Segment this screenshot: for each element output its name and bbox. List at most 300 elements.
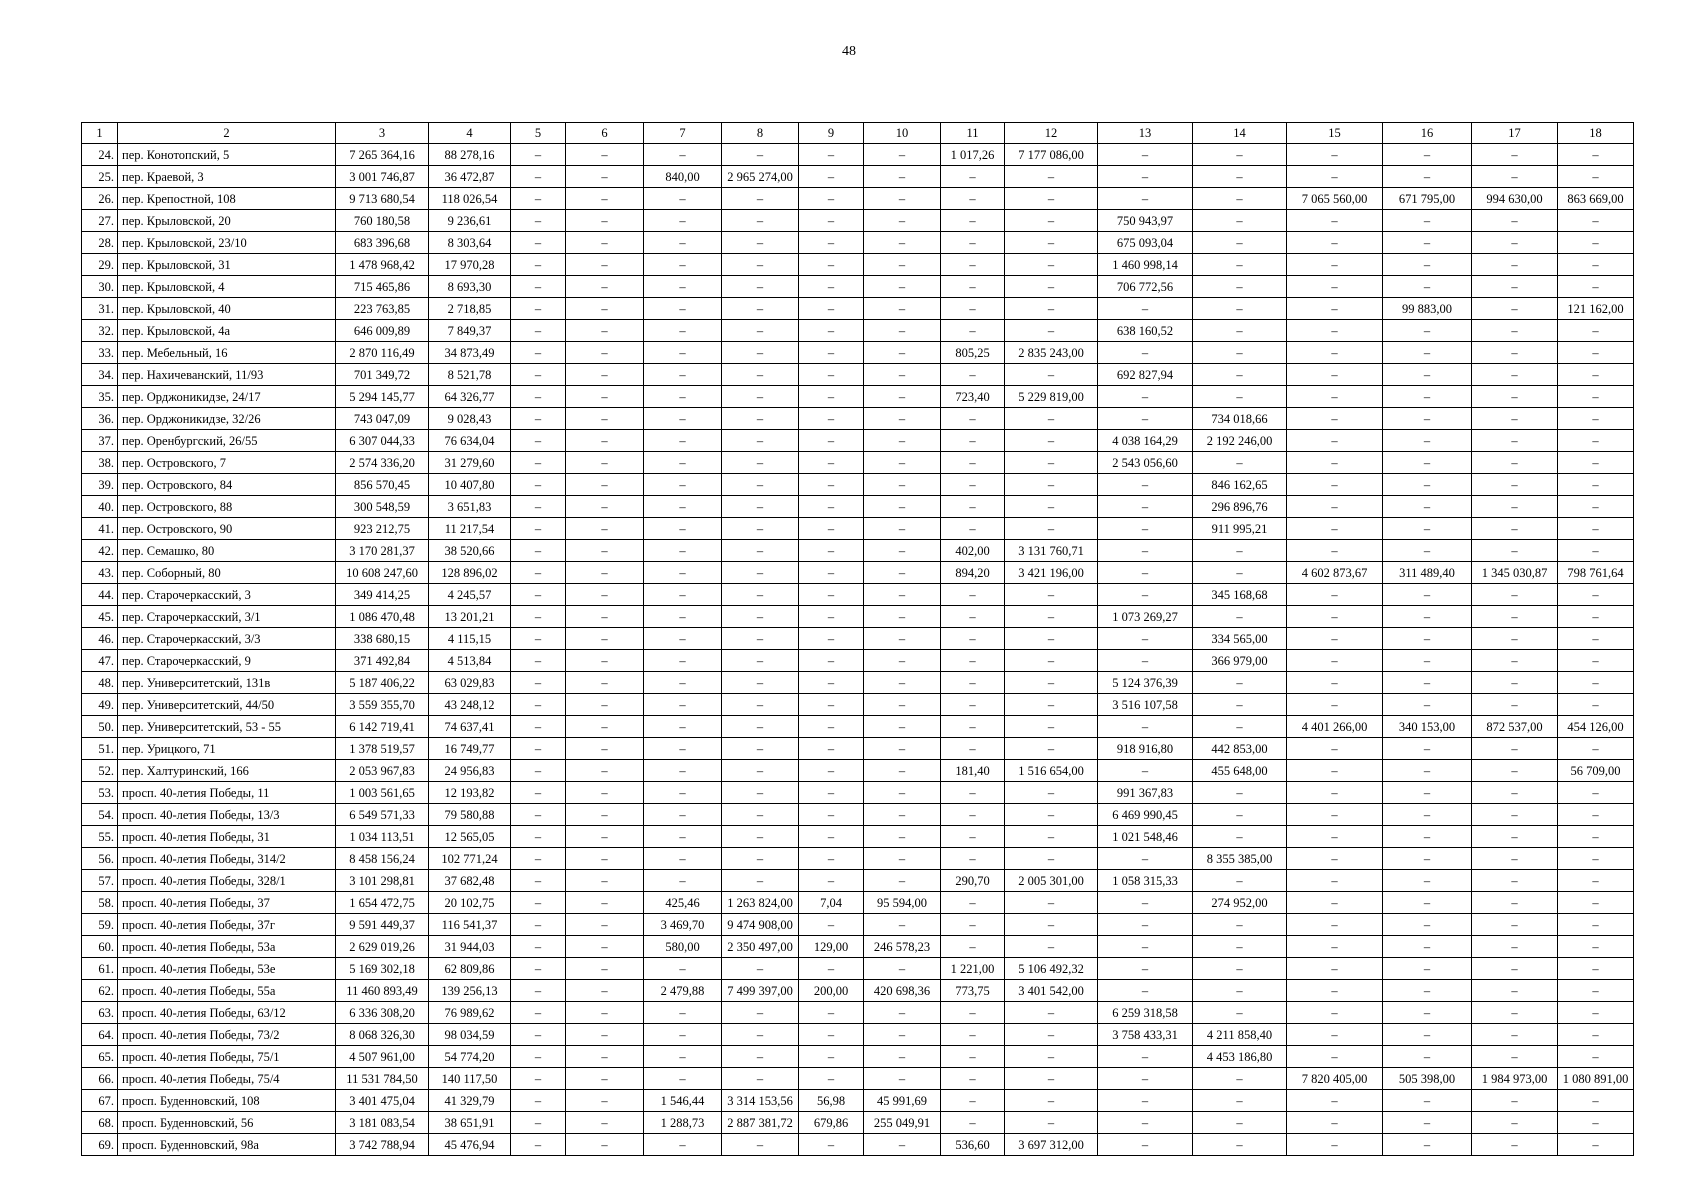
value-cell: – xyxy=(1558,518,1634,540)
value-cell: – xyxy=(1287,166,1383,188)
value-cell: 8 693,30 xyxy=(429,276,511,298)
value-cell: – xyxy=(864,606,941,628)
row-number: 64. xyxy=(82,1024,118,1046)
value-cell: – xyxy=(1193,804,1287,826)
value-cell: – xyxy=(1383,760,1472,782)
value-cell: 846 162,65 xyxy=(1193,474,1287,496)
value-cell: – xyxy=(566,452,644,474)
value-cell: 11 460 893,49 xyxy=(336,980,429,1002)
value-cell: – xyxy=(941,452,1005,474)
value-cell: – xyxy=(799,364,864,386)
value-cell: – xyxy=(1005,276,1098,298)
value-cell: – xyxy=(511,936,566,958)
value-cell: – xyxy=(1383,738,1472,760)
value-cell: – xyxy=(941,914,1005,936)
value-cell: 805,25 xyxy=(941,342,1005,364)
value-cell: – xyxy=(864,694,941,716)
value-cell: – xyxy=(1193,958,1287,980)
value-cell: 1 003 561,65 xyxy=(336,782,429,804)
row-number: 40. xyxy=(82,496,118,518)
value-cell: – xyxy=(722,408,799,430)
value-cell: 442 853,00 xyxy=(1193,738,1287,760)
value-cell: – xyxy=(864,364,941,386)
row-number: 62. xyxy=(82,980,118,1002)
table-row xyxy=(82,628,1634,650)
row-number: 30. xyxy=(82,276,118,298)
value-cell: – xyxy=(511,232,566,254)
value-cell: – xyxy=(1287,430,1383,452)
value-cell: – xyxy=(1383,650,1472,672)
value-cell: – xyxy=(511,694,566,716)
value-cell: – xyxy=(1472,606,1558,628)
value-cell: – xyxy=(511,870,566,892)
value-cell: – xyxy=(511,1046,566,1068)
value-cell: – xyxy=(941,848,1005,870)
address-cell: просп. 40-летия Победы, 53а xyxy=(118,936,336,958)
table-row xyxy=(82,408,1634,430)
value-cell: – xyxy=(799,782,864,804)
row-number: 32. xyxy=(82,320,118,342)
value-cell: 1 058 315,33 xyxy=(1098,870,1193,892)
value-cell: – xyxy=(1558,1112,1634,1134)
value-cell: 455 648,00 xyxy=(1193,760,1287,782)
value-cell: – xyxy=(511,628,566,650)
value-cell: 3 001 746,87 xyxy=(336,166,429,188)
address-cell: пер. Крыловской, 4а xyxy=(118,320,336,342)
table-row xyxy=(82,364,1634,386)
value-cell: – xyxy=(864,386,941,408)
table-row xyxy=(82,760,1634,782)
value-cell: – xyxy=(1193,386,1287,408)
row-number: 27. xyxy=(82,210,118,232)
table-row xyxy=(82,496,1634,518)
value-cell: – xyxy=(722,1024,799,1046)
value-cell: 63 029,83 xyxy=(429,672,511,694)
row-number: 56. xyxy=(82,848,118,870)
value-cell: – xyxy=(1098,584,1193,606)
value-cell: 338 680,15 xyxy=(336,628,429,650)
value-cell: – xyxy=(722,386,799,408)
value-cell: – xyxy=(511,782,566,804)
value-cell: – xyxy=(1005,254,1098,276)
value-cell: – xyxy=(1383,1024,1472,1046)
value-cell: – xyxy=(1005,474,1098,496)
value-cell: – xyxy=(941,1112,1005,1134)
value-cell: 420 698,36 xyxy=(864,980,941,1002)
value-cell: – xyxy=(1098,540,1193,562)
value-cell: 760 180,58 xyxy=(336,210,429,232)
value-cell: – xyxy=(1383,1134,1472,1156)
value-cell: – xyxy=(1005,1112,1098,1134)
value-cell: – xyxy=(941,584,1005,606)
table-row xyxy=(82,650,1634,672)
value-cell: 10 407,80 xyxy=(429,474,511,496)
table-row xyxy=(82,738,1634,760)
value-cell: – xyxy=(1005,320,1098,342)
table-row xyxy=(82,672,1634,694)
value-cell: 366 979,00 xyxy=(1193,650,1287,672)
value-cell: – xyxy=(1005,782,1098,804)
value-cell: – xyxy=(1005,716,1098,738)
value-cell: – xyxy=(1287,1112,1383,1134)
value-cell: 128 896,02 xyxy=(429,562,511,584)
value-cell: – xyxy=(1098,342,1193,364)
value-cell: – xyxy=(566,232,644,254)
value-cell: 345 168,68 xyxy=(1193,584,1287,606)
value-cell: 1 460 998,14 xyxy=(1098,254,1193,276)
value-cell: 1 017,26 xyxy=(941,144,1005,166)
value-cell: 6 469 990,45 xyxy=(1098,804,1193,826)
value-cell: – xyxy=(511,914,566,936)
value-cell: 2 350 497,00 xyxy=(722,936,799,958)
address-cell: пер. Старочеркасский, 3/1 xyxy=(118,606,336,628)
value-cell: – xyxy=(941,892,1005,914)
value-cell: 349 414,25 xyxy=(336,584,429,606)
row-number: 49. xyxy=(82,694,118,716)
value-cell: 1 378 519,57 xyxy=(336,738,429,760)
value-cell: 12 565,05 xyxy=(429,826,511,848)
value-cell: 37 682,48 xyxy=(429,870,511,892)
value-cell: – xyxy=(1287,144,1383,166)
value-cell: – xyxy=(1472,936,1558,958)
value-cell: – xyxy=(1005,694,1098,716)
table-row xyxy=(82,914,1634,936)
value-cell: – xyxy=(566,386,644,408)
value-cell: – xyxy=(1558,540,1634,562)
value-cell: – xyxy=(1005,1002,1098,1024)
address-cell: пер. Конотопский, 5 xyxy=(118,144,336,166)
address-cell: пер. Краевой, 3 xyxy=(118,166,336,188)
value-cell: 9 713 680,54 xyxy=(336,188,429,210)
value-cell: – xyxy=(1472,1046,1558,1068)
value-cell: 10 608 247,60 xyxy=(336,562,429,584)
value-cell: 6 549 571,33 xyxy=(336,804,429,826)
value-cell: – xyxy=(1193,606,1287,628)
table-row xyxy=(82,826,1634,848)
value-cell: 129,00 xyxy=(799,936,864,958)
address-cell: просп. 40-летия Победы, 37 xyxy=(118,892,336,914)
value-cell: – xyxy=(799,408,864,430)
value-cell: – xyxy=(1472,1112,1558,1134)
value-cell: – xyxy=(511,584,566,606)
value-cell: – xyxy=(1005,826,1098,848)
address-cell: просп. 40-летия Победы, 63/12 xyxy=(118,1002,336,1024)
value-cell: – xyxy=(644,1068,722,1090)
value-cell: – xyxy=(1558,144,1634,166)
value-cell: – xyxy=(1472,760,1558,782)
value-cell: 994 630,00 xyxy=(1472,188,1558,210)
value-cell: – xyxy=(1005,452,1098,474)
address-cell: пер. Урицкого, 71 xyxy=(118,738,336,760)
value-cell: – xyxy=(864,672,941,694)
address-cell: пер. Старочеркасский, 3/3 xyxy=(118,628,336,650)
row-number: 67. xyxy=(82,1090,118,1112)
table-row xyxy=(82,584,1634,606)
value-cell: – xyxy=(1383,342,1472,364)
value-cell: – xyxy=(1472,584,1558,606)
value-cell: – xyxy=(722,804,799,826)
value-cell: 1 478 968,42 xyxy=(336,254,429,276)
value-cell: – xyxy=(722,364,799,386)
value-cell: – xyxy=(566,1046,644,1068)
value-cell: – xyxy=(1472,628,1558,650)
value-cell: – xyxy=(511,210,566,232)
value-cell: – xyxy=(566,782,644,804)
value-cell: – xyxy=(1098,892,1193,914)
value-cell: – xyxy=(1005,1046,1098,1068)
value-cell: – xyxy=(799,1002,864,1024)
column-header: 8 xyxy=(722,123,799,144)
value-cell: – xyxy=(566,518,644,540)
value-cell: – xyxy=(644,738,722,760)
table-row xyxy=(82,936,1634,958)
value-cell: – xyxy=(1472,1024,1558,1046)
value-cell: – xyxy=(1472,276,1558,298)
value-cell: – xyxy=(941,166,1005,188)
value-cell: – xyxy=(566,628,644,650)
value-cell: 16 749,77 xyxy=(429,738,511,760)
value-cell: – xyxy=(511,188,566,210)
value-cell: 2 629 019,26 xyxy=(336,936,429,958)
value-cell: – xyxy=(722,144,799,166)
value-cell: 62 809,86 xyxy=(429,958,511,980)
value-cell: 715 465,86 xyxy=(336,276,429,298)
value-cell: – xyxy=(1472,452,1558,474)
address-cell: просп. 40-летия Победы, 73/2 xyxy=(118,1024,336,1046)
value-cell: – xyxy=(1383,694,1472,716)
value-cell: 200,00 xyxy=(799,980,864,1002)
value-cell: – xyxy=(511,1068,566,1090)
value-cell: 8 068 326,30 xyxy=(336,1024,429,1046)
value-cell: – xyxy=(1287,320,1383,342)
value-cell: – xyxy=(511,496,566,518)
address-cell: просп. Буденновский, 56 xyxy=(118,1112,336,1134)
table-row xyxy=(82,188,1634,210)
value-cell: 646 009,89 xyxy=(336,320,429,342)
value-cell: – xyxy=(1005,430,1098,452)
value-cell: – xyxy=(941,628,1005,650)
value-cell: 425,46 xyxy=(644,892,722,914)
value-cell: – xyxy=(1098,188,1193,210)
table-row xyxy=(82,804,1634,826)
value-cell: – xyxy=(941,1024,1005,1046)
row-number: 54. xyxy=(82,804,118,826)
table-row xyxy=(82,958,1634,980)
value-cell: – xyxy=(1193,1002,1287,1024)
value-cell: – xyxy=(1098,1068,1193,1090)
address-cell: просп. 40-летия Победы, 75/4 xyxy=(118,1068,336,1090)
value-cell: – xyxy=(644,342,722,364)
value-cell: – xyxy=(799,914,864,936)
value-cell: 3 758 433,31 xyxy=(1098,1024,1193,1046)
value-cell: – xyxy=(1005,914,1098,936)
address-cell: пер. Орджоникидзе, 32/26 xyxy=(118,408,336,430)
value-cell: – xyxy=(1383,826,1472,848)
address-cell: пер. Крыловской, 40 xyxy=(118,298,336,320)
value-cell: 454 126,00 xyxy=(1558,716,1634,738)
value-cell: – xyxy=(1193,782,1287,804)
value-cell: 8 521,78 xyxy=(429,364,511,386)
value-cell: – xyxy=(1287,342,1383,364)
value-cell: – xyxy=(941,518,1005,540)
value-cell: – xyxy=(1098,716,1193,738)
value-cell: – xyxy=(566,364,644,386)
value-cell: – xyxy=(1005,1068,1098,1090)
value-cell: – xyxy=(566,914,644,936)
value-cell: – xyxy=(1005,892,1098,914)
value-cell: 5 294 145,77 xyxy=(336,386,429,408)
value-cell: – xyxy=(566,606,644,628)
value-cell: 24 956,83 xyxy=(429,760,511,782)
value-cell: – xyxy=(864,496,941,518)
value-cell: – xyxy=(799,430,864,452)
value-cell: 2 887 381,72 xyxy=(722,1112,799,1134)
row-number: 33. xyxy=(82,342,118,364)
value-cell: – xyxy=(1098,562,1193,584)
value-cell: – xyxy=(566,1112,644,1134)
value-cell: 4 602 873,67 xyxy=(1287,562,1383,584)
value-cell: – xyxy=(566,1002,644,1024)
value-cell: 274 952,00 xyxy=(1193,892,1287,914)
value-cell: – xyxy=(1383,914,1472,936)
value-cell: – xyxy=(1558,496,1634,518)
value-cell: – xyxy=(722,760,799,782)
value-cell: – xyxy=(644,694,722,716)
value-cell: – xyxy=(864,166,941,188)
value-cell: – xyxy=(864,716,941,738)
value-cell: – xyxy=(1558,1134,1634,1156)
value-cell: – xyxy=(1287,254,1383,276)
value-cell: – xyxy=(1193,672,1287,694)
value-cell: – xyxy=(1383,496,1472,518)
value-cell: – xyxy=(644,804,722,826)
value-cell: 2 965 274,00 xyxy=(722,166,799,188)
value-cell: – xyxy=(1558,1090,1634,1112)
value-cell: – xyxy=(864,298,941,320)
value-cell: – xyxy=(1472,650,1558,672)
value-cell: 872 537,00 xyxy=(1472,716,1558,738)
value-cell: – xyxy=(1193,694,1287,716)
value-cell: – xyxy=(1098,958,1193,980)
value-cell: – xyxy=(799,474,864,496)
value-cell: – xyxy=(1558,870,1634,892)
value-cell: – xyxy=(1383,320,1472,342)
value-cell: – xyxy=(566,254,644,276)
value-cell: – xyxy=(566,980,644,1002)
value-cell: – xyxy=(1287,760,1383,782)
value-cell: – xyxy=(1005,496,1098,518)
value-cell: – xyxy=(941,650,1005,672)
value-cell: – xyxy=(1005,848,1098,870)
value-cell: – xyxy=(1098,386,1193,408)
value-cell: – xyxy=(1193,364,1287,386)
value-cell: – xyxy=(1472,804,1558,826)
value-cell: – xyxy=(1472,430,1558,452)
value-cell: 1 034 113,51 xyxy=(336,826,429,848)
value-cell: – xyxy=(1193,254,1287,276)
value-cell: – xyxy=(799,210,864,232)
value-cell: 31 944,03 xyxy=(429,936,511,958)
row-number: 34. xyxy=(82,364,118,386)
value-cell: – xyxy=(1472,254,1558,276)
value-cell: – xyxy=(566,408,644,430)
table-row xyxy=(82,694,1634,716)
value-cell: – xyxy=(1098,848,1193,870)
column-header: 11 xyxy=(941,123,1005,144)
value-cell: – xyxy=(511,1002,566,1024)
value-cell: 9 474 908,00 xyxy=(722,914,799,936)
table-row xyxy=(82,980,1634,1002)
value-cell: – xyxy=(1287,738,1383,760)
value-cell: – xyxy=(941,1046,1005,1068)
value-cell: – xyxy=(1193,320,1287,342)
value-cell: – xyxy=(799,496,864,518)
value-cell: – xyxy=(511,386,566,408)
value-cell: – xyxy=(1193,1068,1287,1090)
value-cell: – xyxy=(941,606,1005,628)
value-cell: 54 774,20 xyxy=(429,1046,511,1068)
value-cell: 255 049,91 xyxy=(864,1112,941,1134)
value-cell: – xyxy=(1005,408,1098,430)
value-cell: 13 201,21 xyxy=(429,606,511,628)
value-cell: 76 989,62 xyxy=(429,1002,511,1024)
value-cell: 3 401 475,04 xyxy=(336,1090,429,1112)
value-cell: – xyxy=(644,848,722,870)
value-cell: – xyxy=(941,936,1005,958)
value-cell: – xyxy=(566,584,644,606)
value-cell: – xyxy=(1193,870,1287,892)
value-cell: – xyxy=(1287,672,1383,694)
value-cell: 31 279,60 xyxy=(429,452,511,474)
value-cell: – xyxy=(799,1046,864,1068)
value-cell: – xyxy=(864,232,941,254)
value-cell: 798 761,64 xyxy=(1558,562,1634,584)
value-cell: – xyxy=(799,188,864,210)
value-cell: – xyxy=(722,694,799,716)
value-cell: – xyxy=(1558,232,1634,254)
value-cell: 8 458 156,24 xyxy=(336,848,429,870)
table-row xyxy=(82,606,1634,628)
value-cell: 1 021 548,46 xyxy=(1098,826,1193,848)
value-cell: – xyxy=(1005,364,1098,386)
value-cell: – xyxy=(864,584,941,606)
value-cell: – xyxy=(644,1134,722,1156)
value-cell: 1 288,73 xyxy=(644,1112,722,1134)
value-cell: – xyxy=(864,870,941,892)
value-cell: – xyxy=(799,254,864,276)
value-cell: 2 005 301,00 xyxy=(1005,870,1098,892)
value-cell: 64 326,77 xyxy=(429,386,511,408)
value-cell: – xyxy=(1472,870,1558,892)
value-cell: – xyxy=(1558,672,1634,694)
value-cell: 3 559 355,70 xyxy=(336,694,429,716)
row-number: 45. xyxy=(82,606,118,628)
value-cell: – xyxy=(722,826,799,848)
value-cell: – xyxy=(644,408,722,430)
value-cell: – xyxy=(511,474,566,496)
table-row xyxy=(82,1090,1634,1112)
value-cell: – xyxy=(941,298,1005,320)
value-cell: 99 883,00 xyxy=(1383,298,1472,320)
value-cell: 750 943,97 xyxy=(1098,210,1193,232)
value-cell: 140 117,50 xyxy=(429,1068,511,1090)
value-cell: – xyxy=(1558,276,1634,298)
value-cell: – xyxy=(1193,210,1287,232)
value-cell: – xyxy=(1005,1024,1098,1046)
value-cell: – xyxy=(864,782,941,804)
column-header: 5 xyxy=(511,123,566,144)
value-cell: – xyxy=(864,188,941,210)
